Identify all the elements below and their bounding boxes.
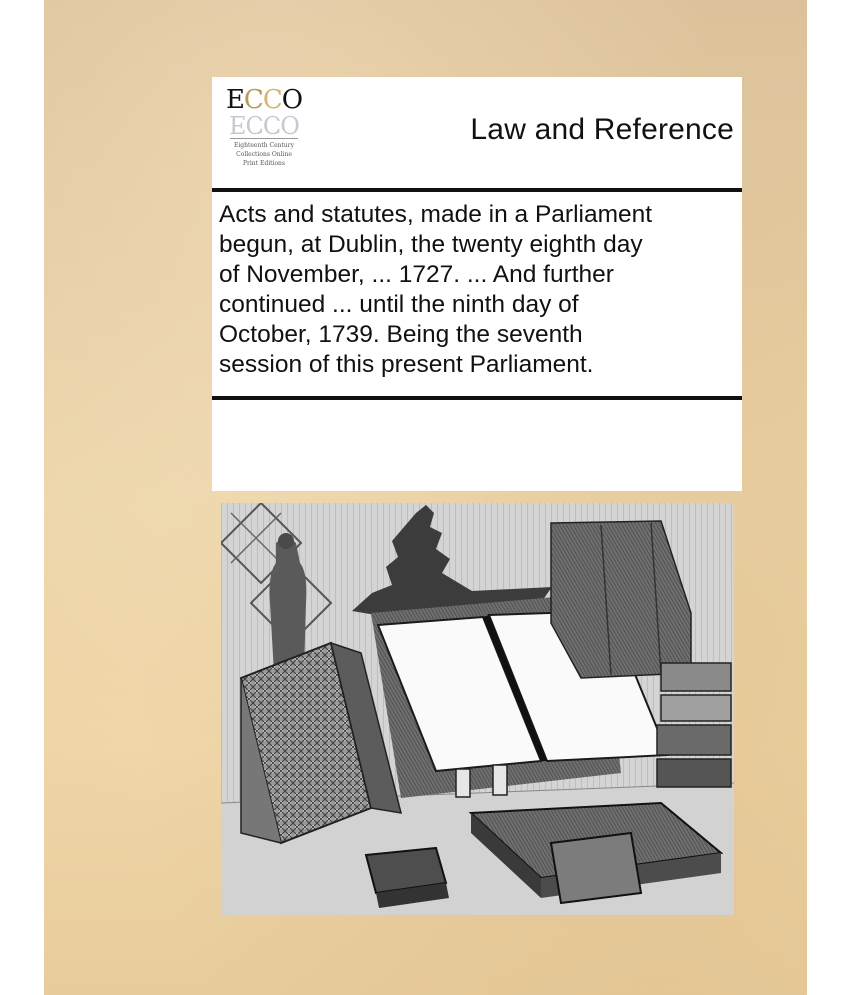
title-line: begun, at Dublin, the twenty eighth day [219,231,643,258]
series-label: Law and Reference [470,113,734,146]
book-cover [44,0,807,995]
title-top-rule [212,188,742,192]
logo-reflection: ECCO [229,110,299,138]
cover-illustration [221,503,734,915]
logo-caption-line: Eighteenth Century [233,142,295,149]
title-panel [212,77,742,491]
title-line: Acts and statutes, made in a Parliament [219,201,653,228]
books-engraving-image [221,503,734,915]
title-line: October, 1739. Being the seventh [219,321,583,348]
ecco-logo [224,87,304,177]
book-title [219,200,739,380]
title-bottom-rule [212,396,742,400]
logo-wordmark: ECCO [225,85,303,115]
logo-caption-line: Collections Online [236,151,292,158]
title-line: session of this present Parliament. [219,351,594,378]
title-line: continued ... until the ninth day of [219,291,579,318]
logo-divider [230,138,298,139]
title-line: of November, ... 1727. ... And further [219,261,614,288]
logo-caption-line: Print Editions [242,160,286,167]
